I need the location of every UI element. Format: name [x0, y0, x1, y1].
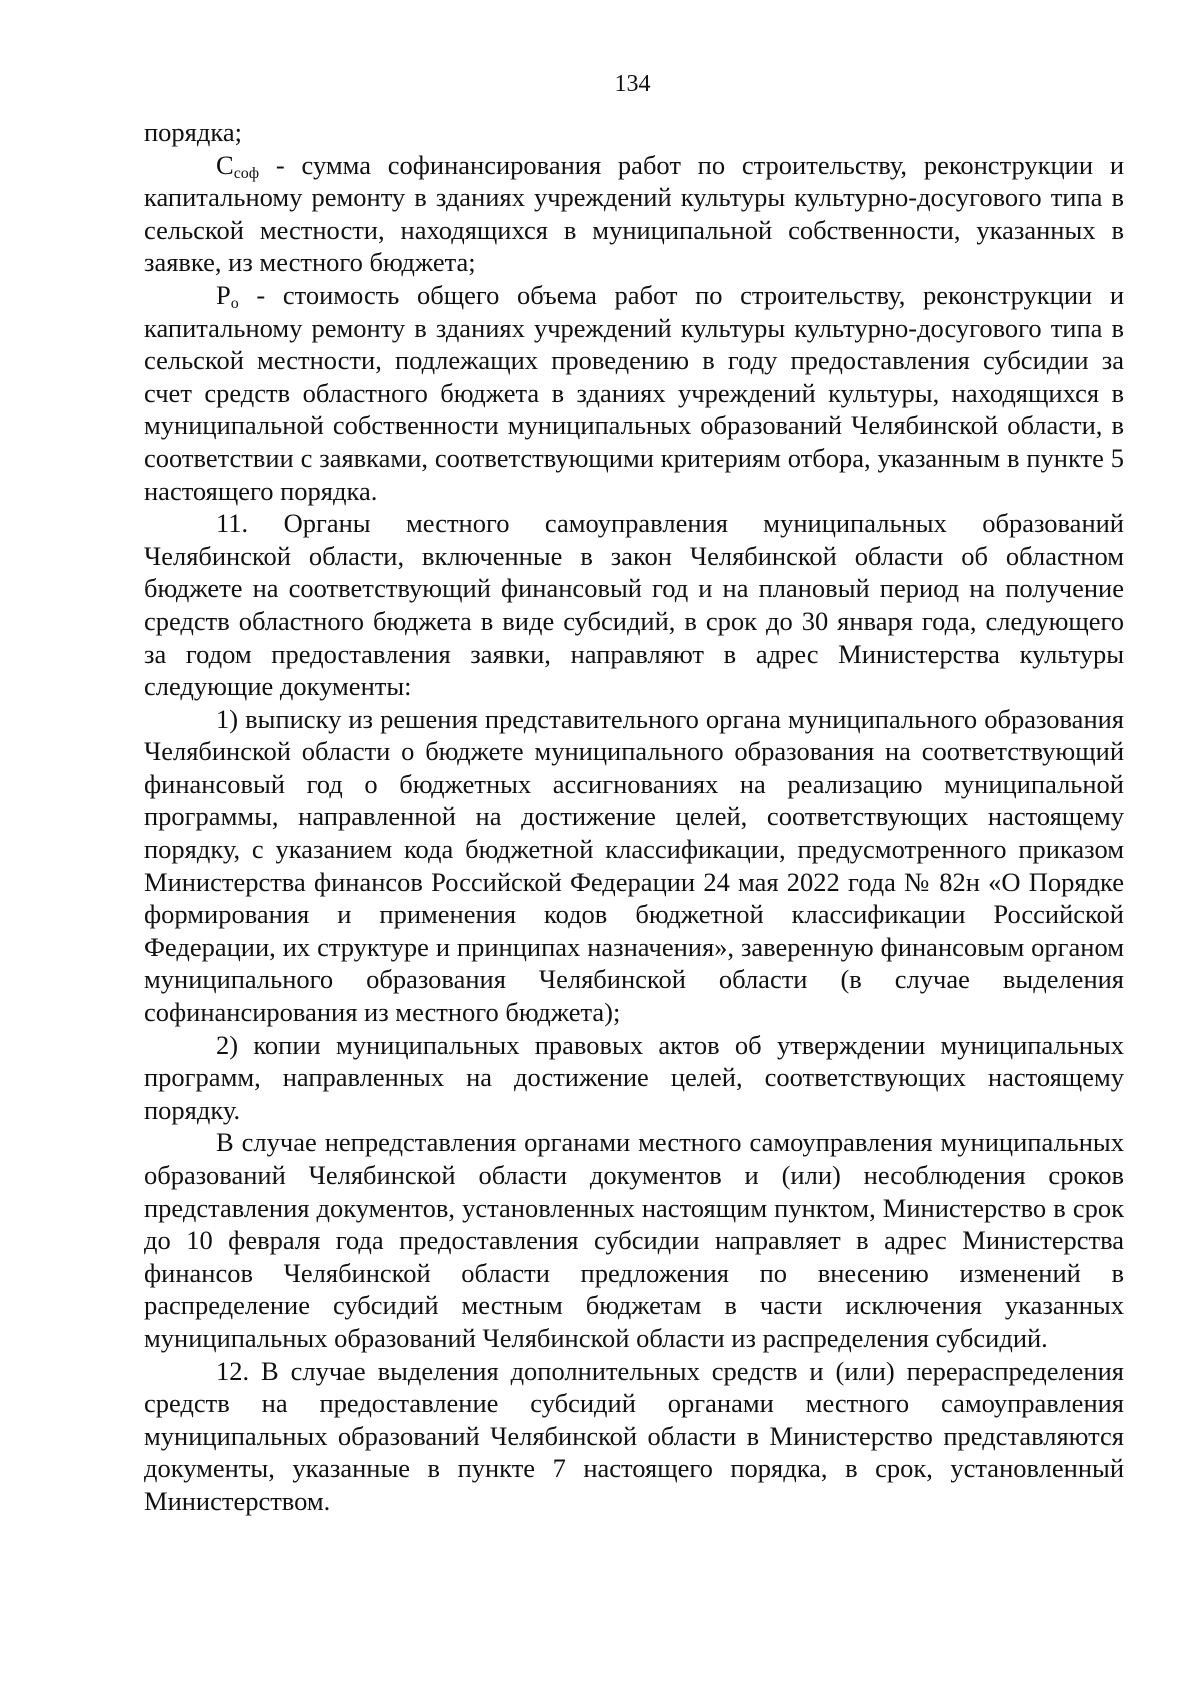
paragraph-clause-11: 11. Органы местного самоуправления муниципальных образований Челябинской области, включенные в закон Челябинской области об областном бюджете на соответствующий финансовый год и на плановый период на получение средств областного бюджета в виде субсидий, в срок до 30 января года, следующего за годом предоставления заявки, направляют в адрес Министерства культуры следующие документы:	[144, 508, 1124, 702]
paragraph-po-definition	[144, 279, 1124, 507]
page-number: 134	[614, 71, 651, 97]
csof-definition-text: - сумма софинансирования работ по строительству, реконструкции и капитальному ремонту в зданиях учреждений культуры культурно-досугового типа в сельской местности, находящихся в муниципальной собственности, указанных в заявке, из местного бюджета;	[144, 149, 1124, 278]
paragraph-clause-12: 12. В случае выделения дополнительных средств и (или) перераспределения средств на предоставление субсидий органами местного самоуправления муниципальных образований Челябинской области в Министерство представляются документы, указанные в пункте 7 настоящего порядка, в срок, установленный Министерством.	[144, 1355, 1124, 1516]
paragraph-item-2: 2) копии муниципальных правовых актов об утверждении муниципальных программ, направленных на достижение целей, соответствующих настоящему порядку.	[144, 1029, 1124, 1125]
symbol-c: С	[216, 149, 234, 180]
paragraph-csof-definition	[144, 149, 1124, 279]
symbol-p: Р	[216, 279, 231, 310]
document-body	[144, 116, 1124, 1518]
symbol-c-subscript: соф	[233, 164, 260, 182]
paragraph-non-submission: В случае непредставления органами местного самоуправления муниципальных образований Челябинской области документов и (или) несоблюдения сроков представления документов, установленных настоящим пунктом, Министерство в срок до 10 февраля года предоставления субсидии направляет в адрес Министерства финансов Челябинской области предложения по внесению изменений в распределение субсидий местным бюджетам в части исключения указанных муниципальных образований Челябинской области из распределения субсидий.	[144, 1127, 1124, 1353]
symbol-p-subscript: о	[230, 294, 239, 312]
po-definition-text: - стоимость общего объема работ по строительству, реконструкции и капитальному ремонту в зданиях учреждений культуры культурно-досугового типа в сельской местности, подлежащих проведению в году предоставления субсидии за счет средств областного бюджета в зданиях учреждений культуры, находящихся в муниципальной собственности муниципальных образований Челябинской области, в соответствии с заявками, соответствующими критериям отбора, указанным в пункте 5 настоящего порядка.	[144, 279, 1124, 506]
paragraph-continuation: порядка;	[144, 117, 242, 147]
paragraph-item-1: 1) выписку из решения представительного органа муниципального образования Челябинской области о бюджете муниципального образования на соответствующий финансовый год о бюджетных ассигнованиях на реализацию муниципальной программы, направленной на достижение целей, соответствующих настоящему порядку, с указанием кода бюджетной классификации, предусмотренного приказом Министерства финансов Российской Федерации 24 мая 2022 года № 82н «О Порядке формирования и применения кодов бюджетной классификации Российской Федерации, их структуре и принципах назначения», заверенную финансовым органом муниципального образования Челябинской области (в случае выделения софинансирования из местного бюджета);	[144, 703, 1124, 1028]
